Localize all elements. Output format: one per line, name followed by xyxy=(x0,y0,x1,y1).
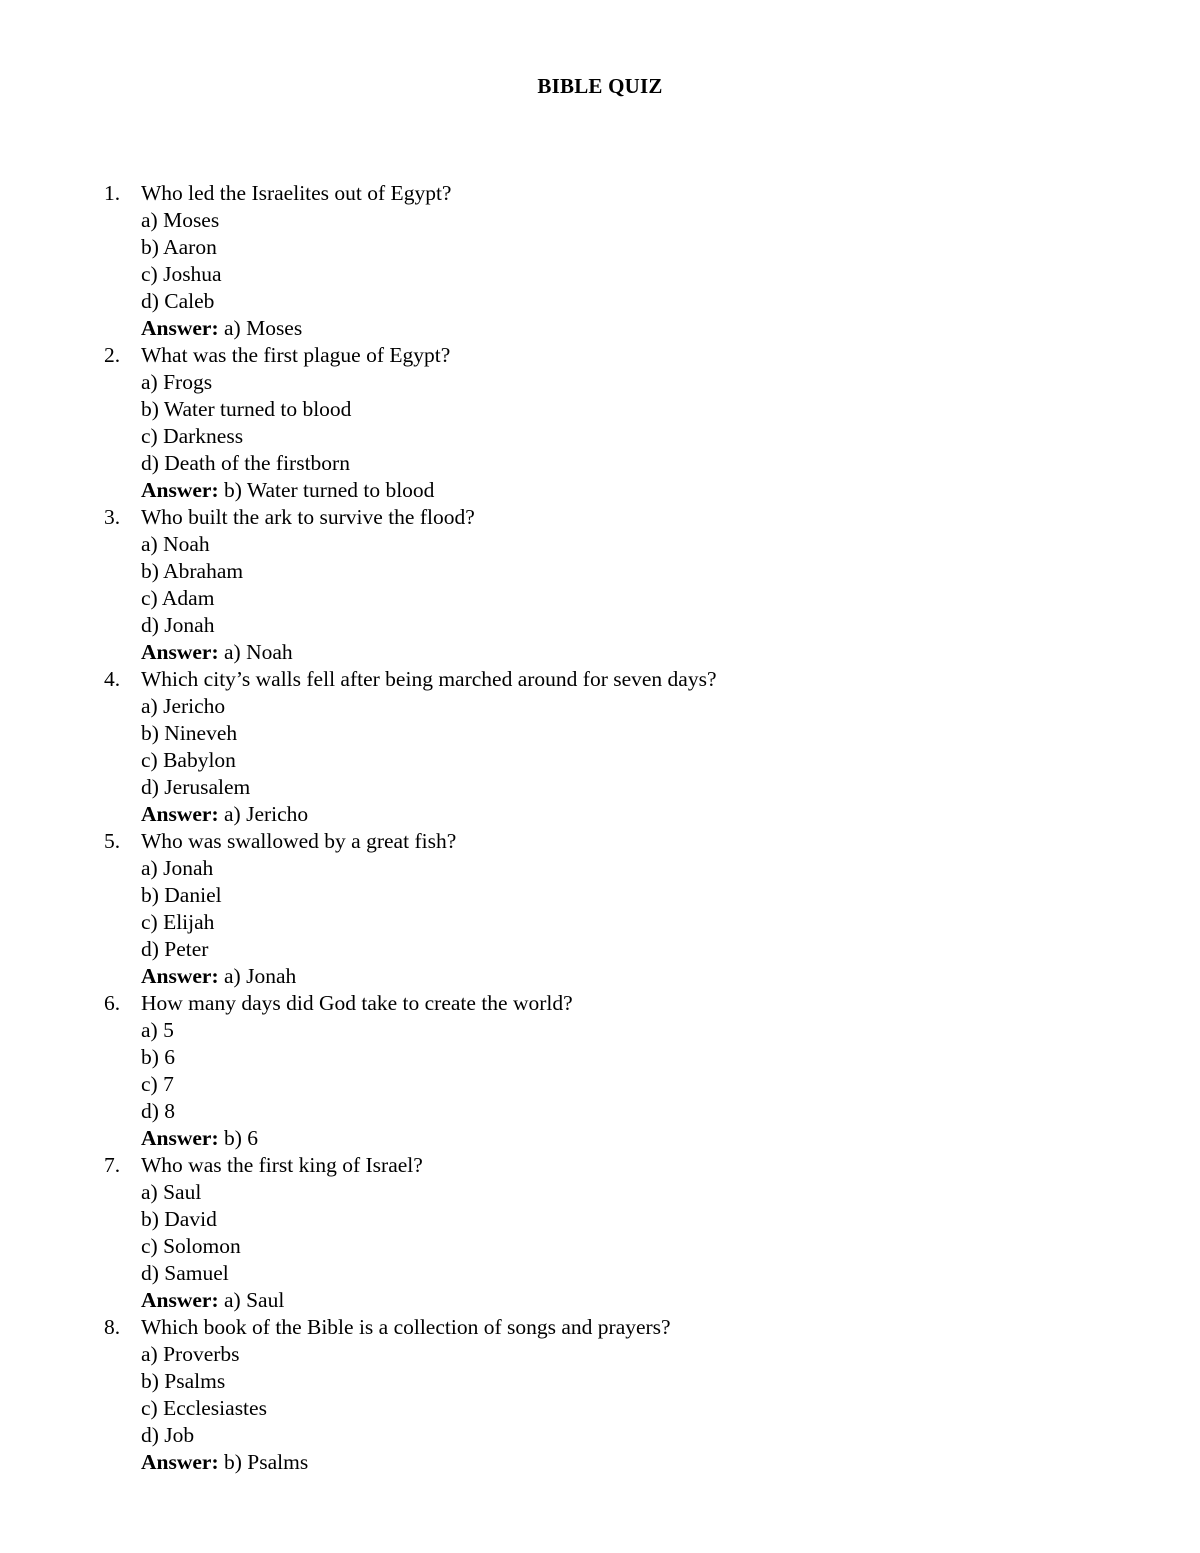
question-number: 5. xyxy=(104,829,121,853)
question-text: Which book of the Bible is a collection of songs and prayers? xyxy=(141,1315,671,1339)
answer-line xyxy=(141,801,1100,828)
option-c: c) Adam xyxy=(141,586,215,610)
option-d: d) Death of the firstborn xyxy=(141,451,350,475)
option-c: c) Darkness xyxy=(141,424,244,448)
question-item xyxy=(0,504,1100,666)
option-c: c) Elijah xyxy=(141,910,215,934)
option-b: b) Nineveh xyxy=(141,721,238,745)
answer-line xyxy=(141,315,1100,342)
question-number: 7. xyxy=(104,1153,121,1177)
option-c: c) Babylon xyxy=(141,748,236,772)
answer-value: a) Saul xyxy=(224,1288,285,1312)
answer-label: Answer: xyxy=(141,802,219,826)
option-a: a) Jonah xyxy=(141,856,214,880)
question-text: Who was swallowed by a great fish? xyxy=(141,829,457,853)
question-item xyxy=(0,180,1100,342)
question-text: Who built the ark to survive the flood? xyxy=(141,505,475,529)
question-number: 1. xyxy=(104,181,121,205)
question-item xyxy=(0,1314,1100,1476)
question-number: 2. xyxy=(104,343,121,367)
option-b: b) Water turned to blood xyxy=(141,397,352,421)
option-d: d) Caleb xyxy=(141,289,215,313)
question-text: Who was the first king of Israel? xyxy=(141,1153,423,1177)
option-d: d) Peter xyxy=(141,937,209,961)
question-item xyxy=(0,1152,1100,1314)
option-c: c) 7 xyxy=(141,1072,174,1096)
question-text: Who led the Israelites out of Egypt? xyxy=(141,181,452,205)
answer-value: b) Water turned to blood xyxy=(224,478,435,502)
answer-value: b) Psalms xyxy=(224,1450,309,1474)
option-a: a) Frogs xyxy=(141,370,213,394)
answer-value: a) Jonah xyxy=(224,964,297,988)
option-c: c) Solomon xyxy=(141,1234,241,1258)
page-title: BIBLE QUIZ xyxy=(537,74,663,98)
answer-label: Answer: xyxy=(141,1450,219,1474)
answer-value: b) 6 xyxy=(224,1126,259,1150)
option-b: b) David xyxy=(141,1207,217,1231)
question-item xyxy=(0,666,1100,828)
option-a: a) 5 xyxy=(141,1018,174,1042)
option-d: d) Samuel xyxy=(141,1261,229,1285)
question-text: Which city’s walls fell after being marched around for seven days? xyxy=(141,667,717,691)
option-a: a) Saul xyxy=(141,1180,202,1204)
option-a: a) Moses xyxy=(141,208,220,232)
answer-line xyxy=(141,1287,1100,1314)
answer-label: Answer: xyxy=(141,1126,219,1150)
answer-label: Answer: xyxy=(141,478,219,502)
answer-value: a) Noah xyxy=(224,640,293,664)
option-d: d) Jonah xyxy=(141,613,215,637)
answer-label: Answer: xyxy=(141,640,219,664)
answer-line xyxy=(141,1449,1100,1476)
option-a: a) Noah xyxy=(141,532,210,556)
question-text: What was the first plague of Egypt? xyxy=(141,343,451,367)
question-number: 8. xyxy=(104,1315,121,1339)
option-c: c) Ecclesiastes xyxy=(141,1396,267,1420)
question-text: How many days did God take to create the world? xyxy=(141,991,573,1015)
option-b: b) 6 xyxy=(141,1045,176,1069)
answer-value: a) Jericho xyxy=(224,802,309,826)
question-item xyxy=(0,828,1100,990)
option-a: a) Proverbs xyxy=(141,1342,240,1366)
option-d: d) 8 xyxy=(141,1099,176,1123)
question-item xyxy=(0,990,1100,1152)
answer-line xyxy=(141,639,1100,666)
option-a: a) Jericho xyxy=(141,694,226,718)
option-c: c) Joshua xyxy=(141,262,222,286)
answer-label: Answer: xyxy=(141,964,219,988)
question-item xyxy=(0,342,1100,504)
question-number: 4. xyxy=(104,667,121,691)
answer-value: a) Moses xyxy=(224,316,303,340)
answer-label: Answer: xyxy=(141,316,219,340)
question-number: 6. xyxy=(104,991,121,1015)
option-b: b) Daniel xyxy=(141,883,222,907)
answer-line xyxy=(141,477,1100,504)
option-b: b) Aaron xyxy=(141,235,217,259)
answer-line xyxy=(141,963,1100,990)
option-b: b) Abraham xyxy=(141,559,244,583)
question-number: 3. xyxy=(104,505,121,529)
option-b: b) Psalms xyxy=(141,1369,226,1393)
option-d: d) Jerusalem xyxy=(141,775,251,799)
option-d: d) Job xyxy=(141,1423,195,1447)
answer-label: Answer: xyxy=(141,1288,219,1312)
question-list xyxy=(0,180,1100,1476)
answer-line xyxy=(141,1125,1100,1152)
